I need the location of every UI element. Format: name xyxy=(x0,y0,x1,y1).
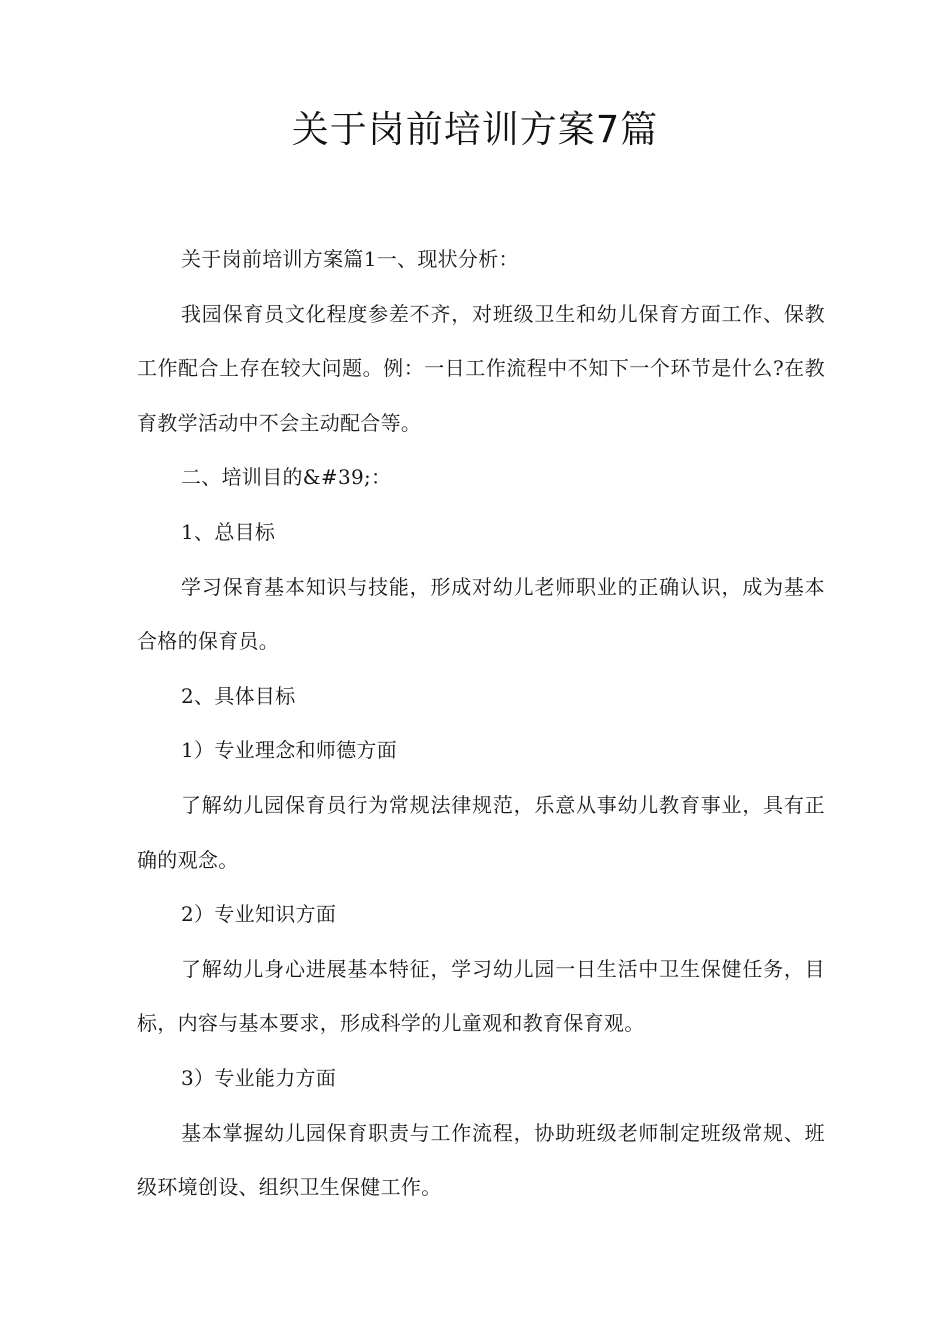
paragraph-11: 3）专业能力方面 xyxy=(181,1065,337,1090)
paragraph-12: 基本掌握幼儿园保育职责与工作流程，协助班级老师制定班级常规、班级环境创设、组织卫生保健工作。 xyxy=(137,1120,825,1200)
paragraph-7: 1）专业理念和师德方面 xyxy=(181,738,398,763)
paragraph-8: 了解幼儿园保育员行为常规法律规范，乐意从事幼儿教育事业，具有正确的观念。 xyxy=(137,792,825,872)
paragraph-5: 学习保育基本知识与技能，形成对幼儿老师职业的正确认识，成为基本合格的保育员。 xyxy=(137,574,825,654)
document-title: 关于岗前培训方案7篇 xyxy=(291,108,659,151)
paragraph-9: 2）专业知识方面 xyxy=(181,902,337,927)
paragraph-6: 2、具体目标 xyxy=(181,683,296,708)
paragraph-1: 关于岗前培训方案篇1一、现状分析： xyxy=(181,247,519,271)
document-body xyxy=(137,232,825,1215)
paragraph-4: 1、总目标 xyxy=(181,519,276,544)
paragraph-3: 二、培训目的&#39;： xyxy=(181,465,392,490)
paragraph-2: 我园保育员文化程度参差不齐，对班级卫生和幼儿保育方面工作、保教工作配合上存在较大问题。例：一日工作流程中不知下一个环节是什么?在教育教学活动中不会主动配合等。 xyxy=(137,301,825,435)
paragraph-10: 了解幼儿身心进展基本特征，学习幼儿园一日生活中卫生保健任务，目标，内容与基本要求，形成科学的儿童观和教育保育观。 xyxy=(137,956,825,1036)
